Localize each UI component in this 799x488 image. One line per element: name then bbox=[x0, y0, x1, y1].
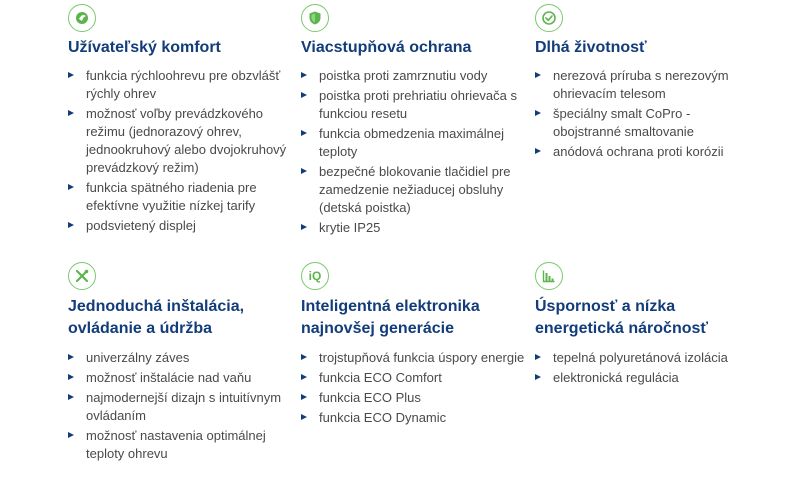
bullet-icon bbox=[535, 72, 541, 78]
bullet-icon bbox=[68, 222, 74, 228]
list-item: trojstupňová funkcia úspory energie bbox=[301, 349, 526, 367]
list-item: špeciálny smalt CoPro - obojstranné smaltovanie bbox=[535, 105, 760, 141]
list-item: nerezová príruba s nerezovým ohrievacím telesom bbox=[535, 67, 760, 103]
list-item: podsvietený displej bbox=[68, 217, 293, 235]
feature-list bbox=[68, 349, 293, 465]
feature-title: Viacstupňová ochrana bbox=[301, 39, 472, 56]
bullet-icon bbox=[68, 72, 74, 78]
list-item: funkcia ECO Dynamic bbox=[301, 409, 526, 427]
list-item: funkcia ECO Plus bbox=[301, 389, 526, 407]
bullet-icon bbox=[301, 130, 307, 136]
list-item: možnosť inštalácie nad vaňu bbox=[68, 369, 293, 387]
list-item: funkcia ECO Comfort bbox=[301, 369, 526, 387]
bullet-icon bbox=[68, 432, 74, 438]
bullet-icon bbox=[301, 168, 307, 174]
list-item: tepelná polyuretánová izolácia bbox=[535, 349, 760, 367]
shield-icon bbox=[301, 4, 329, 32]
feature-title: Inteligentná elektronika najnovšej generácie bbox=[301, 298, 480, 337]
iq-icon: iQ bbox=[301, 262, 329, 290]
feature-list bbox=[535, 67, 760, 163]
feature-title: Užívateľský komfort bbox=[68, 39, 221, 56]
list-item: krytie IP25 bbox=[301, 219, 526, 237]
bullet-icon bbox=[68, 110, 74, 116]
list-item: funkcia rýchloohrevu pre obzvlášť rýchly ohrev bbox=[68, 67, 293, 103]
list-item: možnosť nastavenia optimálnej teploty ohrevu bbox=[68, 427, 293, 463]
bullet-icon bbox=[535, 354, 541, 360]
efficiency-chart-icon bbox=[535, 262, 563, 290]
bullet-icon bbox=[535, 110, 541, 116]
list-item: bezpečné blokovanie tlačidiel pre zamedzenie nežiaducej obsluhy (detská poistka) bbox=[301, 163, 526, 217]
bullet-icon bbox=[68, 374, 74, 380]
feature-title: Dlhá životnosť bbox=[535, 39, 647, 56]
bullet-icon bbox=[301, 224, 307, 230]
bullet-icon bbox=[535, 374, 541, 380]
feature-title: Jednoduchá inštalácia, ovládanie a údržba bbox=[68, 298, 245, 337]
power-leaf-icon bbox=[68, 4, 96, 32]
list-item: najmodernejší dizajn s intuitívnym ovládaním bbox=[68, 389, 293, 425]
list-item: anódová ochrana proti korózii bbox=[535, 143, 760, 161]
bullet-icon bbox=[301, 374, 307, 380]
bullet-icon bbox=[301, 394, 307, 400]
feature-list bbox=[68, 67, 293, 237]
bullet-icon bbox=[68, 394, 74, 400]
feature-list bbox=[301, 349, 526, 429]
bullet-icon bbox=[301, 72, 307, 78]
feature-title: Úspornosť a nízka energetická náročnosť bbox=[535, 298, 709, 337]
list-item: univerzálny záves bbox=[68, 349, 293, 367]
bullet-icon bbox=[301, 92, 307, 98]
bullet-icon bbox=[535, 148, 541, 154]
list-item: možnosť voľby prevádzkového režimu (jednorazový ohrev, jednookruhový alebo dvojokruhový prevádzkový režim) bbox=[68, 105, 293, 177]
list-item: poistka proti zamrznutiu vody bbox=[301, 67, 526, 85]
feature-list bbox=[301, 67, 526, 239]
bullet-icon bbox=[301, 414, 307, 420]
list-item: funkcia spätného riadenia pre efektívne využitie nízkej tarify bbox=[68, 179, 293, 215]
bullet-icon bbox=[68, 354, 74, 360]
bullet-icon bbox=[68, 184, 74, 190]
tools-icon bbox=[68, 262, 96, 290]
clock-check-icon bbox=[535, 4, 563, 32]
list-item: funkcia obmedzenia maximálnej teploty bbox=[301, 125, 526, 161]
list-item: elektronická regulácia bbox=[535, 369, 760, 387]
list-item: poistka proti prehriatiu ohrievača s funkciou resetu bbox=[301, 87, 526, 123]
bullet-icon bbox=[301, 354, 307, 360]
feature-list bbox=[535, 349, 760, 389]
